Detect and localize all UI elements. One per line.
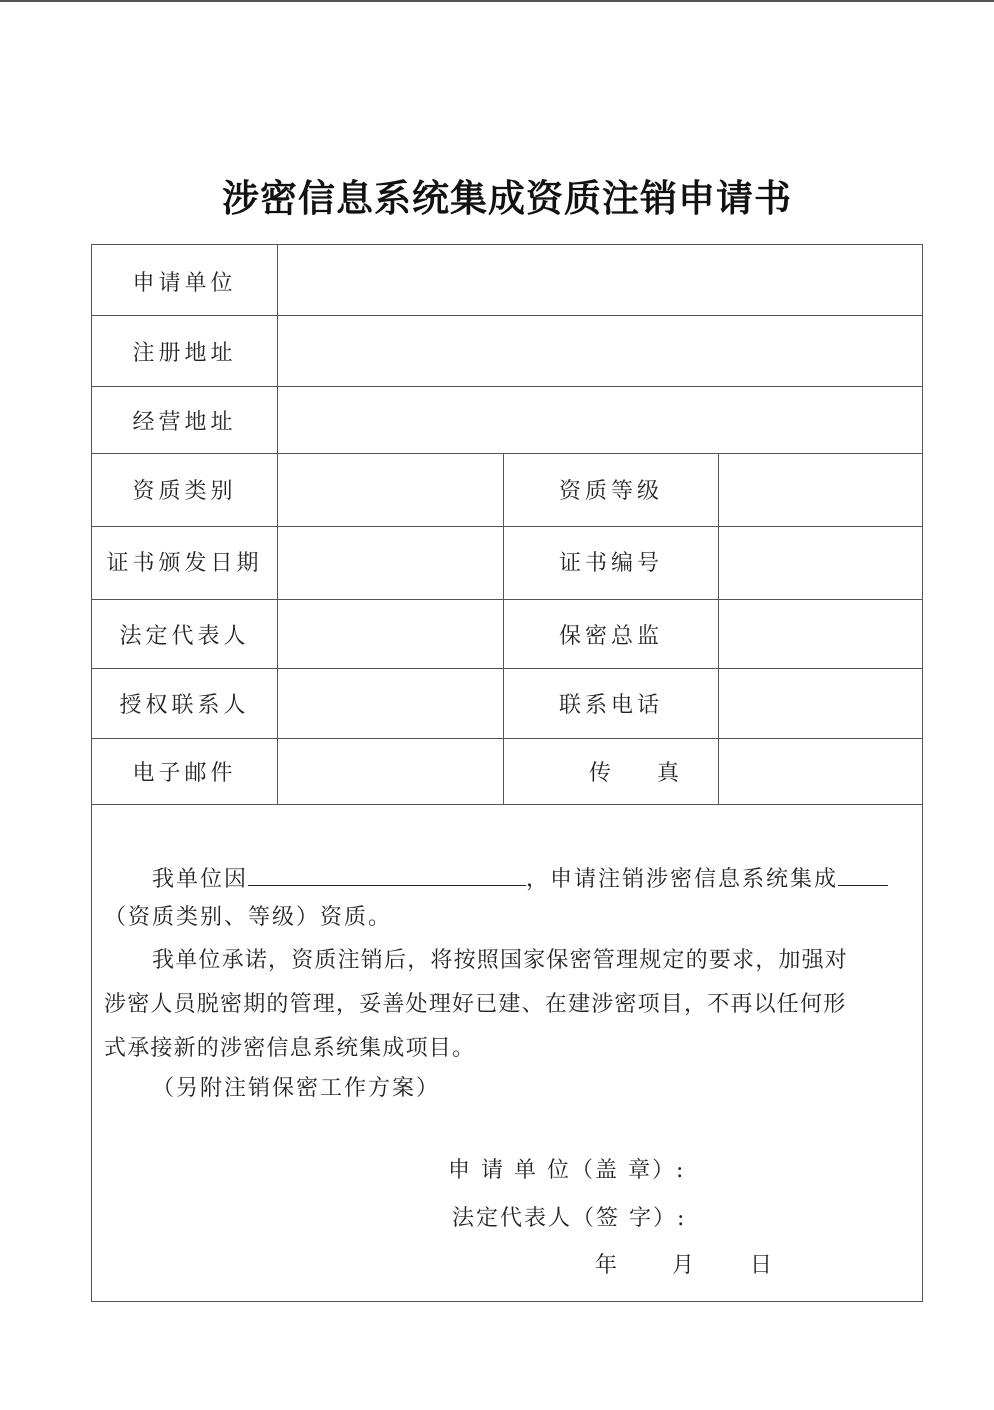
row-divider [92,315,922,316]
label-certificate-number: 证书编号 [558,551,663,576]
label-registered-address: 注册地址 [132,341,237,366]
top-border-rule [0,0,994,2]
commitment-line-3: 式承接新的涉密信息系统集成项目。 [104,1036,476,1061]
reason-blank [248,863,526,886]
applicant-seal-line: 申 请 单 位（盖 章）: [448,1158,686,1183]
label-contact-phone: 联系电话 [558,693,663,718]
date-year: 年 [595,1253,618,1278]
row-divider [92,599,922,600]
row-divider [92,386,922,387]
label-security-director: 保密总监 [558,624,663,649]
category-blank [838,863,888,886]
statement-line-2: （资质类别、等级）资质。 [104,905,393,930]
label-business-address: 经营地址 [132,410,237,435]
date-day: 日 [750,1253,773,1278]
commitment-line-2: 涉密人员脱密期的管理，妥善处理好已建、在建涉密项目，不再以任何形 [104,992,847,1017]
label-legal-representative: 法定代表人 [119,624,250,649]
commitment-line-1: 我单位承诺，资质注销后，将按照国家保密管理规定的要求，加强对 [152,948,849,973]
column-divider [718,453,719,804]
legal-rep-sign-line: 法定代表人（签 字）: [452,1206,687,1231]
label-fax: 传真 [588,761,725,786]
date-month: 月 [672,1253,695,1278]
row-divider [92,453,922,454]
row-divider [92,668,922,669]
statement-mid: ，申请注销涉密信息系统集成 [526,867,839,892]
statement-line-1 [152,863,888,891]
page-title: 涉密信息系统集成资质注销申请书 [222,177,792,220]
application-form-table [91,244,923,1302]
row-divider [92,738,922,739]
row-divider [92,804,922,805]
statement-start: 我单位因 [152,867,249,892]
label-email: 电子邮件 [132,761,237,786]
label-qualification-category: 资质类别 [132,479,237,504]
label-authorized-contact: 授权联系人 [119,693,250,718]
attachment-note: （另附注销保密工作方案） [152,1076,441,1101]
row-divider [92,526,922,527]
label-qualification-level: 资质等级 [558,479,663,504]
label-certificate-issue-date: 证书颁发日期 [106,551,263,576]
label-applicant-unit: 申请单位 [132,271,237,296]
column-divider [277,245,278,804]
